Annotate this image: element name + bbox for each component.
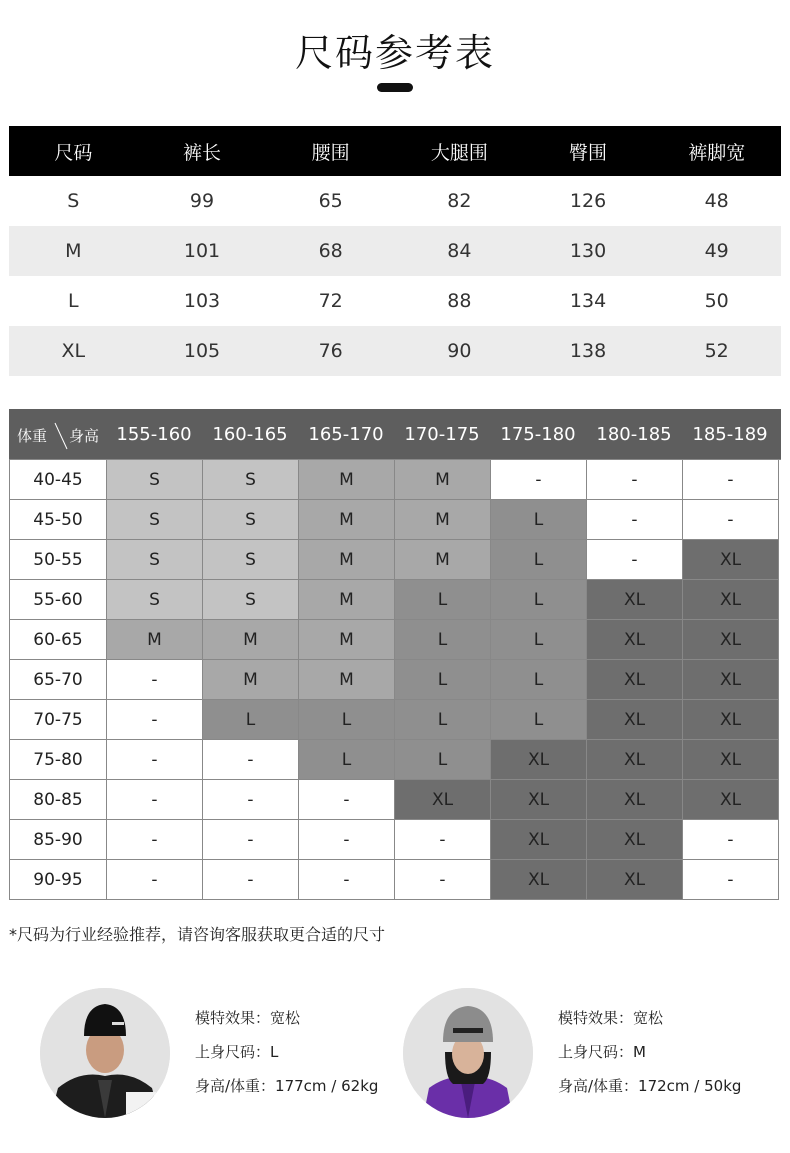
size-cell: - (395, 860, 491, 900)
table-cell: 105 (183, 340, 221, 362)
table-row (9, 326, 781, 376)
size-cell: XL (491, 740, 587, 780)
size-cell: L (395, 700, 491, 740)
size-cell: - (203, 820, 299, 860)
weight-range-cell: 80-85 (10, 780, 107, 820)
model-2-body: 身高/体重：172cm / 50kg (558, 1077, 742, 1095)
size-cell: M (395, 540, 491, 580)
recommendation-header (9, 409, 781, 459)
table-cell: 134 (569, 290, 607, 312)
header-thigh: 大腿围 (430, 141, 488, 164)
size-cell: L (299, 700, 395, 740)
corner-cell (9, 409, 106, 459)
size-cell: - (299, 780, 395, 820)
table-cell: M (65, 240, 82, 262)
table-row (10, 780, 781, 820)
weight-range-cell: 70-75 (10, 700, 107, 740)
size-cell: - (683, 860, 779, 900)
size-cell: - (587, 500, 683, 540)
table-row (10, 660, 781, 700)
weight-range-cell: 65-70 (10, 660, 107, 700)
measurement-table (9, 126, 781, 376)
size-cell: M (203, 620, 299, 660)
size-cell: XL (587, 740, 683, 780)
table-cell: 90 (447, 340, 472, 362)
size-cell: S (203, 460, 299, 500)
model-1-body: 身高/体重：177cm / 62kg (195, 1077, 379, 1095)
weight-range-cell: 85-90 (10, 820, 107, 860)
size-cell: XL (587, 660, 683, 700)
table-row (10, 460, 781, 500)
size-cell: L (395, 620, 491, 660)
table-cell: 99 (189, 190, 215, 212)
table-cell: 103 (183, 290, 221, 312)
table-row (10, 820, 781, 860)
size-cell: - (107, 860, 203, 900)
recommendation-grid (9, 459, 781, 900)
size-cell: L (491, 660, 587, 700)
size-cell: M (395, 460, 491, 500)
corner-height-label: 身高 (69, 427, 100, 445)
size-cell: - (587, 460, 683, 500)
header-length: 裤长 (183, 141, 222, 164)
header-size: 尺码 (54, 141, 93, 164)
size-cell: L (491, 620, 587, 660)
table-row (10, 540, 781, 580)
size-cell: XL (491, 780, 587, 820)
table-row (10, 740, 781, 780)
table-cell: 126 (569, 190, 607, 212)
size-cell: XL (491, 820, 587, 860)
size-cell: M (299, 580, 395, 620)
measurement-table-header (9, 126, 781, 176)
size-cell: XL (491, 860, 587, 900)
size-cell: M (299, 540, 395, 580)
model-1-info (195, 1001, 378, 1103)
table-cell: S (67, 190, 80, 212)
size-cell: S (107, 580, 203, 620)
size-cell: - (395, 820, 491, 860)
model-2-avatar (403, 988, 533, 1118)
table-row (10, 580, 781, 620)
table-cell: 76 (318, 340, 343, 362)
page-title: 尺码参考表 (294, 31, 495, 75)
size-cell: - (299, 820, 395, 860)
size-cell: - (107, 660, 203, 700)
size-cell: - (107, 700, 203, 740)
size-cell: - (107, 780, 203, 820)
size-cell: M (299, 460, 395, 500)
size-cell: L (491, 500, 587, 540)
weight-range-cell: 75-80 (10, 740, 107, 780)
corner-weight-label: 体重 (17, 427, 48, 445)
size-cell: L (395, 660, 491, 700)
table-row (10, 620, 781, 660)
size-cell: S (107, 500, 203, 540)
height-range-header: 185-189 (692, 423, 768, 445)
size-cell: - (107, 740, 203, 780)
table-row (10, 500, 781, 540)
height-range-header: 175-180 (500, 423, 576, 445)
size-cell: XL (587, 700, 683, 740)
height-range-header: 170-175 (404, 423, 480, 445)
table-cell: 130 (569, 240, 607, 262)
size-cell: L (491, 580, 587, 620)
size-cell: XL (683, 620, 779, 660)
size-cell: - (203, 860, 299, 900)
table-cell: 48 (704, 190, 729, 212)
size-cell: L (203, 700, 299, 740)
size-cell: L (395, 580, 491, 620)
weight-range-cell: 55-60 (10, 580, 107, 620)
height-range-header: 160-165 (212, 423, 288, 445)
size-cell: L (491, 540, 587, 580)
size-cell: - (203, 740, 299, 780)
size-cell: - (683, 460, 779, 500)
size-cell: L (299, 740, 395, 780)
table-cell: 82 (447, 190, 472, 212)
size-cell: XL (683, 660, 779, 700)
size-cell: - (587, 540, 683, 580)
size-cell: S (203, 500, 299, 540)
size-note: *尺码为行业经验推荐，请咨询客服获取更合适的尺寸 (9, 925, 386, 944)
table-row (10, 860, 781, 900)
size-cell: S (107, 540, 203, 580)
table-row (9, 176, 781, 226)
size-cell: - (203, 780, 299, 820)
model-2-fit: 模特效果：宽松 (558, 1009, 664, 1027)
height-range-header: 155-160 (116, 423, 192, 445)
table-cell: 101 (183, 240, 221, 262)
header-hip: 臀围 (569, 141, 608, 164)
title-underline (377, 83, 413, 92)
weight-range-cell: 90-95 (10, 860, 107, 900)
table-cell: 72 (318, 290, 343, 312)
table-row (10, 700, 781, 740)
weight-range-cell: 40-45 (10, 460, 107, 500)
size-cell: XL (683, 580, 779, 620)
size-cell: M (107, 620, 203, 660)
model-1-size: 上身尺码：L (195, 1043, 279, 1061)
size-cell: XL (587, 820, 683, 860)
table-cell: XL (61, 340, 86, 362)
size-cell: XL (587, 780, 683, 820)
size-cell: - (299, 860, 395, 900)
table-cell: 88 (447, 290, 472, 312)
size-cell: M (299, 620, 395, 660)
size-cell: XL (683, 780, 779, 820)
table-row (9, 276, 781, 326)
table-cell: L (68, 290, 79, 312)
table-cell: 50 (704, 290, 729, 312)
weight-range-cell: 45-50 (10, 500, 107, 540)
size-cell: S (107, 460, 203, 500)
size-cell: M (299, 500, 395, 540)
size-cell: S (203, 540, 299, 580)
size-cell: XL (587, 580, 683, 620)
size-recommendation-table (9, 409, 781, 900)
table-cell: 68 (318, 240, 343, 262)
size-cell: L (491, 700, 587, 740)
size-cell: - (107, 820, 203, 860)
size-cell: - (491, 460, 587, 500)
size-cell: L (395, 740, 491, 780)
size-cell: XL (587, 860, 683, 900)
size-cell: M (395, 500, 491, 540)
model-1-fit: 模特效果：宽松 (195, 1009, 301, 1027)
model-2-info (558, 1001, 741, 1103)
model-1-avatar (40, 988, 170, 1118)
height-range-header: 165-170 (308, 423, 384, 445)
table-cell: 65 (318, 190, 343, 212)
table-cell: 84 (447, 240, 472, 262)
size-cell: - (683, 500, 779, 540)
size-cell: - (683, 820, 779, 860)
weight-range-cell: 60-65 (10, 620, 107, 660)
table-cell: 52 (704, 340, 729, 362)
size-cell: M (299, 660, 395, 700)
size-cell: XL (587, 620, 683, 660)
size-cell: M (203, 660, 299, 700)
size-cell: XL (683, 700, 779, 740)
header-leg-opening: 裤脚宽 (688, 141, 746, 164)
table-cell: 138 (569, 340, 607, 362)
table-row (9, 226, 781, 276)
size-cell: XL (395, 780, 491, 820)
header-waist: 腰围 (311, 141, 350, 164)
table-cell: 49 (704, 240, 729, 262)
model-2-size: 上身尺码：M (558, 1043, 646, 1061)
size-cell: XL (683, 540, 779, 580)
size-cell: S (203, 580, 299, 620)
size-cell: XL (683, 740, 779, 780)
weight-range-cell: 50-55 (10, 540, 107, 580)
height-range-header: 180-185 (596, 423, 672, 445)
